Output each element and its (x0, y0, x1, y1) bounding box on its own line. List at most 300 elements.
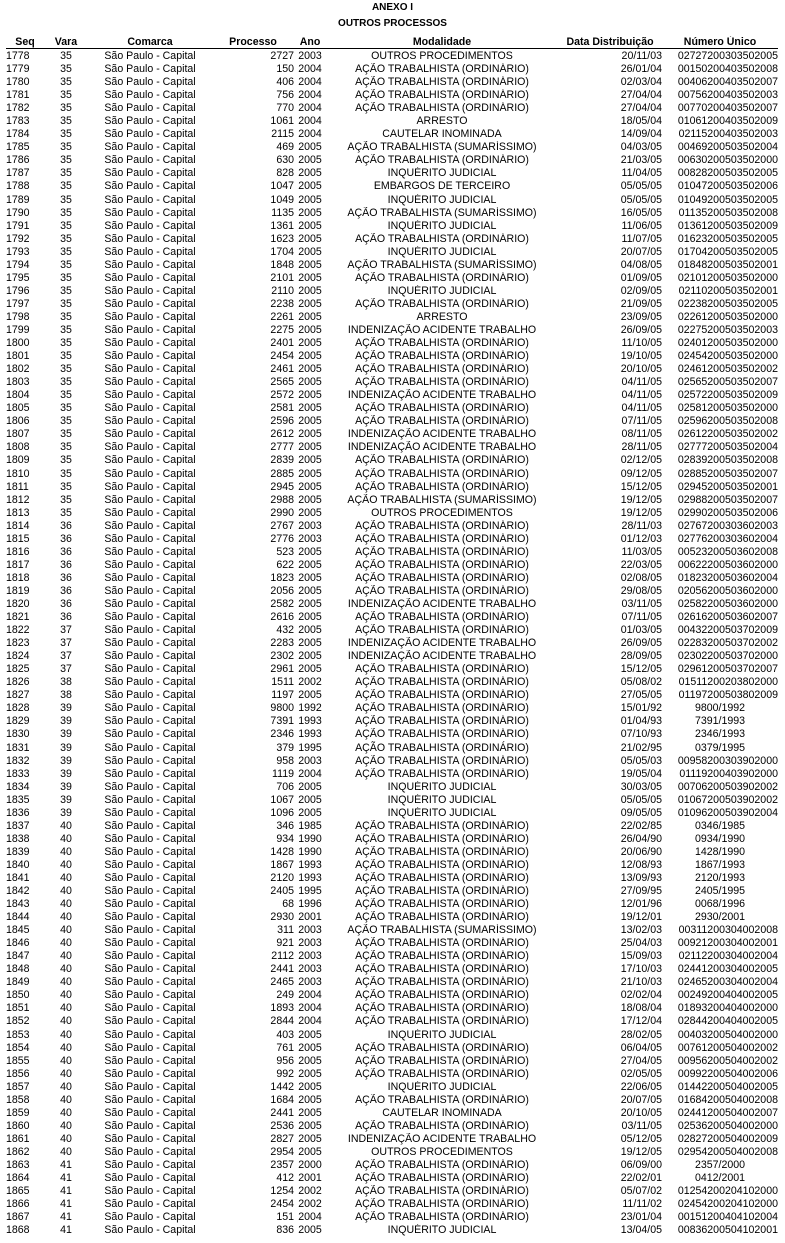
cell-data-distribuicao: 17/12/04 (620, 1015, 662, 1028)
cell-numero-unico: 02283200503702002 (677, 637, 778, 650)
cell-modalidade: AÇÃO TRABALHISTA (ORDINÁRIO) (355, 1198, 529, 1211)
cell-data-distribuicao: 29/08/05 (620, 584, 662, 597)
cell-modalidade: AÇÃO TRABALHISTA (ORDINÁRIO) (355, 415, 529, 428)
table-row (6, 768, 778, 781)
cell-data-distribuicao: 09/05/05 (620, 806, 662, 819)
cell-comarca: São Paulo - Capital (104, 741, 196, 754)
cell-vara: 35 (60, 232, 72, 245)
cell-seq: 1808 (6, 441, 30, 454)
cell-vara: 40 (60, 937, 72, 950)
cell-numero-unico: 01893200404002000 (677, 1002, 778, 1015)
table-row (6, 533, 778, 546)
cell-modalidade: AÇÃO TRABALHISTA (ORDINÁRIO) (355, 350, 529, 363)
cell-processo: 150 (276, 63, 294, 76)
cell-modalidade: AÇÃO TRABALHISTA (ORDINÁRIO) (355, 1002, 529, 1015)
cell-numero-unico: 00311200304002008 (678, 924, 778, 937)
cell-numero-unico: 02302200503702000 (677, 650, 778, 663)
cell-modalidade: INDENIZAÇÃO ACIDENTE TRABALHO (347, 389, 537, 402)
cell-vara: 35 (60, 167, 72, 180)
cell-numero-unico: 0934/1990 (694, 832, 746, 845)
document-title: ANEXO I (371, 2, 414, 13)
cell-numero-unico: 02612200503502002 (677, 428, 778, 441)
cell-ano: 2005 (298, 1041, 322, 1054)
cell-processo: 2110 (271, 284, 294, 297)
cell-modalidade: AÇÃO TRABALHISTA (ORDINÁRIO) (355, 154, 529, 167)
cell-modalidade: INQUÉRITO JUDICIAL (387, 1028, 497, 1041)
cell-modalidade: AÇÃO TRABALHISTA (ORDINÁRIO) (355, 937, 529, 950)
cell-vara: 35 (60, 402, 72, 415)
cell-data-distribuicao: 09/12/05 (620, 467, 662, 480)
cell-ano: 2005 (298, 154, 322, 167)
cell-comarca: São Paulo - Capital (104, 1159, 196, 1171)
cell-processo: 2120 (270, 871, 294, 884)
column-header-modalidade: Modalidade (326, 36, 558, 49)
table-row (6, 781, 778, 794)
cell-seq: 1823 (6, 637, 30, 650)
cell-seq: 1843 (6, 898, 30, 911)
cell-ano: 2005 (298, 1119, 322, 1132)
cell-ano: 2003 (298, 976, 322, 989)
cell-processo: 2777 (270, 441, 294, 454)
cell-processo: 2441 (270, 1106, 294, 1119)
cell-ano: 2005 (298, 441, 322, 454)
cell-vara: 36 (60, 519, 72, 532)
cell-processo: 2616 (270, 611, 294, 624)
cell-ano: 1993 (298, 728, 322, 741)
cell-comarca: São Paulo - Capital (104, 1002, 196, 1015)
table-row (6, 1146, 778, 1159)
cell-processo: 2056 (270, 584, 294, 597)
cell-data-distribuicao: 15/09/03 (620, 950, 662, 963)
table-row (6, 976, 778, 989)
cell-processo: 2441 (270, 963, 294, 976)
cell-ano: 2005 (298, 1080, 322, 1093)
cell-ano: 2005 (298, 428, 322, 441)
cell-comarca: São Paulo - Capital (104, 558, 196, 571)
cell-comarca: São Paulo - Capital (104, 454, 196, 467)
cell-seq: 1858 (6, 1093, 30, 1106)
cell-data-distribuicao: 14/09/04 (620, 128, 662, 141)
cell-comarca: São Paulo - Capital (104, 1041, 196, 1054)
cell-ano: 2005 (298, 454, 322, 467)
cell-comarca: São Paulo - Capital (104, 806, 196, 819)
cell-data-distribuicao: 05/07/02 (620, 1185, 662, 1198)
cell-seq: 1785 (6, 141, 30, 154)
cell-seq: 1862 (6, 1145, 30, 1158)
cell-seq: 1824 (6, 650, 30, 663)
cell-ano: 1996 (298, 898, 322, 911)
cell-ano: 2005 (298, 376, 322, 389)
cell-numero-unico: 02454200204102000 (677, 1198, 778, 1211)
cell-ano: 2005 (298, 206, 322, 219)
cell-vara: 39 (60, 715, 72, 728)
cell-seq: 1782 (6, 102, 30, 115)
table-row (6, 989, 778, 1002)
cell-processo: 2401 (270, 337, 294, 350)
table-row (6, 1198, 778, 1211)
column-header-ano: Ano (294, 36, 326, 49)
cell-modalidade: AÇÃO TRABALHISTA (ORDINÁRIO) (355, 898, 529, 911)
cell-processo: 1684 (270, 1093, 294, 1106)
cell-processo: 523 (276, 545, 294, 558)
cell-seq: 1816 (6, 545, 30, 558)
cell-processo: 2581 (270, 402, 294, 415)
cell-comarca: São Paulo - Capital (104, 1185, 196, 1198)
cell-data-distribuicao: 02/12/05 (620, 454, 662, 467)
cell-numero-unico: 00469200503502004 (677, 141, 778, 154)
cell-comarca: São Paulo - Capital (104, 363, 196, 376)
cell-processo: 1049 (270, 193, 294, 206)
cell-comarca: São Paulo - Capital (104, 519, 196, 532)
cell-seq: 1830 (6, 728, 30, 741)
cell-data-distribuicao: 17/10/03 (620, 963, 662, 976)
cell-numero-unico: 02767200303602003 (677, 519, 778, 532)
cell-processo: 2454 (270, 350, 294, 363)
cell-modalidade: OUTROS PROCEDIMENTOS (371, 506, 513, 519)
cell-vara: 40 (60, 911, 72, 924)
table-row (6, 794, 778, 807)
cell-ano: 2005 (298, 310, 322, 323)
cell-modalidade: AÇÃO TRABALHISTA (ORDINÁRIO) (355, 663, 529, 676)
column-header-numero-unico: Número Único (662, 36, 778, 49)
cell-vara: 40 (60, 989, 72, 1002)
cell-vara: 35 (60, 506, 72, 519)
cell-numero-unico: 02990200503502006 (677, 506, 778, 519)
cell-numero-unico: 01623200503502005 (677, 232, 778, 245)
cell-processo: 2454 (270, 1198, 294, 1211)
table-row (6, 898, 778, 911)
cell-data-distribuicao: 15/12/05 (620, 480, 662, 493)
cell-processo: 1848 (270, 258, 294, 271)
cell-numero-unico: 01361200503502009 (677, 219, 778, 232)
cell-processo: 2839 (270, 454, 294, 467)
cell-seq: 1797 (6, 297, 30, 310)
cell-vara: 35 (60, 337, 72, 350)
cell-vara: 36 (60, 532, 72, 545)
cell-ano: 2005 (298, 545, 322, 558)
table-row (6, 141, 778, 154)
cell-data-distribuicao: 19/10/05 (620, 350, 662, 363)
cell-data-distribuicao: 04/11/05 (621, 402, 662, 415)
cell-seq: 1833 (6, 767, 30, 780)
cell-data-distribuicao: 15/01/92 (620, 702, 662, 715)
table-header-row (6, 36, 778, 49)
table-row (6, 1185, 778, 1198)
cell-vara: 35 (60, 284, 72, 297)
cell-processo: 1197 (271, 689, 294, 702)
cell-vara: 35 (60, 50, 72, 63)
column-header-comarca: Comarca (88, 36, 212, 49)
cell-processo: 151 (276, 1211, 294, 1224)
cell-comarca: São Paulo - Capital (104, 1015, 196, 1028)
cell-seq: 1799 (6, 324, 30, 336)
cell-numero-unico: 00406200403502007 (677, 76, 778, 89)
cell-comarca: São Paulo - Capital (104, 141, 196, 154)
cell-modalidade: AÇÃO TRABALHISTA (ORDINÁRIO) (355, 232, 529, 245)
cell-modalidade: CAUTELAR INOMINADA (382, 128, 502, 141)
cell-modalidade: AÇÃO TRABALHISTA (ORDINÁRIO) (355, 271, 529, 284)
cell-data-distribuicao: 01/09/05 (620, 271, 662, 284)
cell-processo: 1119 (272, 767, 294, 780)
cell-seq: 1842 (6, 885, 30, 898)
cell-vara: 40 (60, 1002, 72, 1015)
cell-processo: 2930 (270, 911, 294, 924)
cell-data-distribuicao: 05/05/03 (620, 754, 662, 767)
cell-ano: 2005 (298, 415, 322, 428)
cell-ano: 2005 (298, 337, 322, 350)
cell-data-distribuicao: 28/11/05 (621, 441, 662, 454)
cell-vara: 35 (60, 415, 72, 428)
cell-numero-unico: 01704200503502005 (677, 245, 778, 258)
cell-ano: 2005 (298, 232, 322, 245)
cell-vara: 35 (60, 219, 72, 232)
cell-ano: 2005 (298, 245, 322, 258)
cell-vara: 35 (60, 245, 72, 258)
cell-modalidade: AÇÃO TRABALHISTA (ORDINÁRIO) (355, 676, 529, 689)
cell-ano: 2005 (298, 1093, 322, 1106)
cell-comarca: São Paulo - Capital (104, 650, 196, 663)
cell-vara: 35 (60, 115, 72, 128)
cell-comarca: São Paulo - Capital (104, 480, 196, 493)
cell-data-distribuicao: 13/02/03 (620, 924, 662, 937)
table-row (6, 389, 778, 402)
cell-ano: 2003 (298, 754, 322, 767)
cell-data-distribuicao: 28/11/03 (621, 519, 662, 532)
cell-comarca: São Paulo - Capital (104, 1106, 196, 1119)
cell-modalidade: INDENIZAÇÃO ACIDENTE TRABALHO (347, 324, 537, 336)
cell-ano: 2005 (298, 350, 322, 363)
cell-vara: 35 (60, 454, 72, 467)
cell-modalidade: AÇÃO TRABALHISTA (ORDINÁRIO) (355, 832, 529, 845)
cell-vara: 41 (60, 1172, 72, 1185)
cell-vara: 40 (60, 1106, 72, 1119)
cell-seq: 1793 (6, 245, 30, 258)
cell-seq: 1852 (6, 1015, 30, 1028)
table-row (6, 1055, 778, 1068)
cell-data-distribuicao: 01/04/93 (620, 715, 662, 728)
table-row (6, 963, 778, 976)
cell-seq: 1866 (6, 1198, 30, 1211)
cell-vara: 36 (60, 545, 72, 558)
cell-vara: 39 (60, 780, 72, 793)
cell-data-distribuicao: 26/04/90 (620, 832, 662, 845)
cell-ano: 2005 (298, 284, 322, 297)
table-row (6, 650, 778, 663)
cell-modalidade: INDENIZAÇÃO ACIDENTE TRABALHO (347, 441, 537, 454)
cell-data-distribuicao: 02/02/04 (620, 989, 662, 1002)
cell-seq: 1809 (6, 454, 30, 467)
cell-comarca: São Paulo - Capital (104, 611, 196, 624)
cell-processo: 1047 (270, 180, 294, 193)
cell-ano: 2000 (298, 1159, 322, 1171)
table-row (6, 1107, 778, 1120)
cell-modalidade: AÇÃO TRABALHISTA (ORDINÁRIO) (355, 689, 529, 702)
cell-modalidade: AÇÃO TRABALHISTA (ORDINÁRIO) (355, 532, 529, 545)
cell-comarca: São Paulo - Capital (104, 819, 196, 832)
cell-comarca: São Paulo - Capital (104, 337, 196, 350)
cell-data-distribuicao: 21/10/03 (620, 976, 662, 989)
cell-comarca: São Paulo - Capital (104, 402, 196, 415)
cell-comarca: São Paulo - Capital (104, 871, 196, 884)
cell-ano: 2003 (298, 924, 322, 937)
cell-ano: 2004 (298, 89, 322, 102)
cell-modalidade: INQUÉRITO JUDICIAL (387, 806, 497, 819)
cell-processo: 2302 (270, 650, 294, 663)
cell-comarca: São Paulo - Capital (104, 324, 196, 336)
cell-modalidade: AÇÃO TRABALHISTA (ORDINÁRIO) (355, 467, 529, 480)
cell-numero-unico: 02988200503502007 (677, 493, 778, 506)
cell-processo: 2961 (270, 663, 294, 676)
cell-ano: 2005 (298, 1145, 322, 1158)
cell-comarca: São Paulo - Capital (104, 597, 196, 610)
cell-seq: 1848 (6, 963, 30, 976)
cell-comarca: São Paulo - Capital (104, 950, 196, 963)
cell-processo: 2727 (270, 50, 294, 63)
table-row (6, 1172, 778, 1185)
cell-numero-unico: 02885200503502007 (677, 467, 778, 480)
cell-seq: 1807 (6, 428, 30, 441)
cell-data-distribuicao: 26/09/05 (620, 637, 662, 650)
cell-numero-unico: 02275200503502003 (677, 324, 778, 336)
cell-modalidade: AÇÃO TRABALHISTA (ORDINÁRIO) (355, 963, 529, 976)
cell-numero-unico: 2930/2001 (694, 911, 746, 924)
cell-comarca: São Paulo - Capital (104, 415, 196, 428)
cell-vara: 35 (60, 350, 72, 363)
cell-ano: 2005 (298, 780, 322, 793)
cell-modalidade: AÇÃO TRABALHISTA (ORDINÁRIO) (355, 715, 529, 728)
cell-seq: 1849 (6, 976, 30, 989)
column-header-seq: Seq (6, 36, 44, 49)
cell-comarca: São Paulo - Capital (104, 102, 196, 115)
table-row (6, 585, 778, 598)
cell-numero-unico: 9800/1992 (694, 702, 746, 715)
cell-vara: 35 (60, 102, 72, 115)
cell-seq: 1826 (6, 676, 30, 689)
cell-comarca: São Paulo - Capital (104, 467, 196, 480)
cell-ano: 2004 (298, 1211, 322, 1224)
cell-data-distribuicao: 25/04/03 (620, 937, 662, 950)
cell-seq: 1788 (6, 180, 30, 193)
table-row (6, 755, 778, 768)
cell-modalidade: AÇÃO TRABALHISTA (ORDINÁRIO) (355, 454, 529, 467)
cell-data-distribuicao: 04/08/05 (620, 258, 662, 271)
cell-processo: 828 (276, 167, 294, 180)
table-row (6, 911, 778, 924)
cell-numero-unico: 02572200503502009 (677, 389, 778, 402)
cell-numero-unico: 02582200503602000 (677, 597, 778, 610)
cell-ano: 2002 (298, 1185, 322, 1198)
cell-modalidade: AÇÃO TRABALHISTA (ORDINÁRIO) (355, 571, 529, 584)
cell-modalidade: AÇÃO TRABALHISTA (ORDINÁRIO) (355, 1119, 529, 1132)
cell-data-distribuicao: 27/04/05 (620, 1054, 662, 1067)
table-row (6, 324, 778, 337)
cell-modalidade: INDENIZAÇÃO ACIDENTE TRABALHO (347, 1132, 537, 1145)
cell-comarca: São Paulo - Capital (104, 1172, 196, 1185)
cell-numero-unico: 02056200503602000 (677, 584, 778, 597)
cell-processo: 1135 (271, 206, 294, 219)
cell-processo: 2988 (270, 493, 294, 506)
cell-numero-unico: 02844200404002005 (677, 1015, 778, 1028)
cell-seq: 1811 (6, 480, 29, 493)
table-row (6, 49, 778, 64)
cell-processo: 403 (276, 1028, 294, 1041)
table-row (6, 1029, 778, 1042)
cell-numero-unico: 02441200504002007 (677, 1106, 778, 1119)
cell-vara: 40 (60, 1119, 72, 1132)
cell-ano: 1985 (298, 819, 322, 832)
cell-seq: 1818 (6, 571, 30, 584)
cell-numero-unico: 0346/1985 (694, 819, 746, 832)
cell-vara: 36 (60, 597, 72, 610)
cell-comarca: São Paulo - Capital (104, 702, 196, 715)
cell-vara: 40 (60, 924, 72, 937)
cell-seq: 1822 (6, 624, 30, 637)
cell-vara: 35 (60, 154, 72, 167)
cell-data-distribuicao: 13/09/93 (620, 871, 662, 884)
table-row (6, 233, 778, 246)
cell-data-distribuicao: 23/01/04 (620, 1211, 662, 1224)
cell-data-distribuicao: 30/03/05 (620, 780, 662, 793)
cell-vara: 35 (60, 493, 72, 506)
table-row (6, 272, 778, 285)
cell-numero-unico: 00249200404002005 (677, 989, 778, 1002)
cell-modalidade: INQUÉRITO JUDICIAL (387, 1224, 497, 1237)
cell-modalidade: AÇÃO TRABALHISTA (ORDINÁRIO) (355, 885, 529, 898)
cell-comarca: São Paulo - Capital (104, 832, 196, 845)
cell-modalidade: INQUÉRITO JUDICIAL (387, 193, 497, 206)
cell-modalidade: AÇÃO TRABALHISTA (ORDINÁRIO) (355, 871, 529, 884)
cell-data-distribuicao: 27/09/95 (620, 885, 662, 898)
cell-comarca: São Paulo - Capital (104, 89, 196, 102)
cell-comarca: São Paulo - Capital (104, 1067, 196, 1080)
cell-data-distribuicao: 11/06/05 (621, 219, 662, 232)
cell-processo: 2767 (270, 519, 294, 532)
cell-comarca: São Paulo - Capital (104, 506, 196, 519)
cell-numero-unico: 00761200504002002 (677, 1041, 778, 1054)
cell-data-distribuicao: 19/12/05 (620, 506, 662, 519)
cell-seq: 1792 (6, 232, 30, 245)
cell-comarca: São Paulo - Capital (104, 180, 196, 193)
cell-seq: 1780 (6, 76, 30, 89)
cell-ano: 1995 (298, 885, 322, 898)
cell-modalidade: ARRESTO (416, 310, 468, 323)
cell-data-distribuicao: 02/05/05 (620, 1067, 662, 1080)
cell-numero-unico: 01511200203802000 (678, 676, 778, 689)
cell-ano: 2004 (298, 63, 322, 76)
cell-seq: 1839 (6, 845, 30, 858)
cell-seq: 1810 (6, 467, 30, 480)
table-row (6, 1133, 778, 1146)
table-row (6, 872, 778, 885)
cell-seq: 1819 (6, 584, 30, 597)
cell-seq: 1787 (6, 167, 30, 180)
cell-numero-unico: 02238200503502005 (677, 297, 778, 310)
cell-vara: 35 (60, 389, 72, 402)
cell-processo: 2112 (271, 950, 294, 963)
cell-processo: 2990 (270, 506, 294, 519)
cell-ano: 2005 (298, 167, 322, 180)
table-row (6, 102, 778, 115)
cell-vara: 35 (60, 63, 72, 76)
cell-seq: 1851 (6, 1002, 30, 1015)
cell-comarca: São Paulo - Capital (104, 167, 196, 180)
table-body (6, 49, 778, 1238)
cell-numero-unico: 00706200503902002 (677, 780, 778, 793)
table-row (6, 180, 778, 193)
cell-numero-unico: 00828200503502005 (677, 167, 778, 180)
cell-numero-unico: 02461200503502002 (677, 363, 778, 376)
cell-processo: 2283 (270, 637, 294, 650)
